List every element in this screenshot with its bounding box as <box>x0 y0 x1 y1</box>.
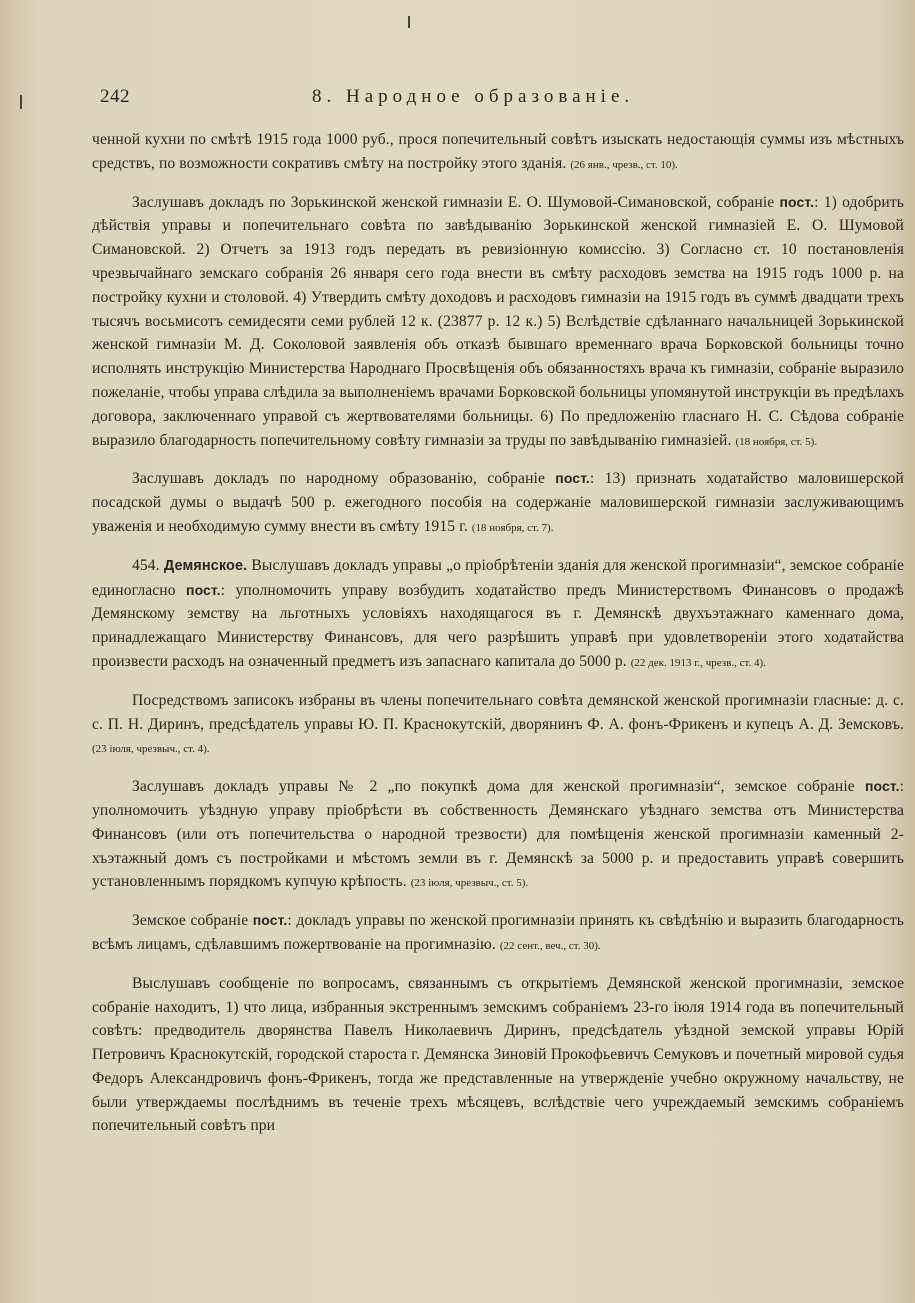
margin-mark-top <box>408 16 410 28</box>
source-reference: (22 сент., веч., ст. 30). <box>499 939 601 952</box>
resolution-mark: пост. <box>252 912 288 929</box>
page-number: 242 <box>100 86 130 107</box>
running-head: 8. Народное образованіе. <box>312 86 635 107</box>
source-reference: (23 іюля, чрезвыч., ст. 4). <box>92 743 210 756</box>
source-reference: (23 іюля, чрезвыч., ст. 5). <box>410 877 529 890</box>
paragraph-text: : 1) одобрить дѣйствія управы и попечительнаго совѣта по завѣдыванію Зорькинской женской гимназіей Е. О. Шумовой Симановской. 2) Отчетъ за 1913 годъ передать въ ревизіонную комиссію. 3) Согласно ст. 10 постановленія чрезвычайнаго земскаго собранія 26 января сего года внести въ смѣту расходовъ земства на 1915 годъ 1000 р. на постройку кухни и столовой. 4) Утвердить смѣту доходовъ и расходовъ гимназіи на 1915 годъ въ суммѣ двадцати трехъ тысячъ восьмисотъ семидесяти семи рублей 12 к. (23877 р. 12 к.) 5) Вслѣдствіе сдѣланнаго начальницей Зорькинской женской гимназіи М. Д. Соколовой заявленія объ отказѣ бывшаго временнаго врача Борковской больницы точно исполнять инструкцію Министерства Народнаго Просвѣщенія объ обязанностяхъ врача къ гимназіи, собраніе выразило пожеланіе, чтобы управа слѣдила за выполненіемъ врачами Борковской больницы упомянутой инструкціи въ предѣлахъ договора, заключеннаго управой съ жертвователями больницы. 6) По предложенію гласнаго Н. С. Сѣдова собраніе выразило благодарность попечительному совѣту гимназіи за труды по завѣдыванію гимназіей. <box>92 193 904 449</box>
source-reference: (18 ноября, ст. 7). <box>471 521 554 534</box>
page-header <box>100 86 765 112</box>
paragraph-text: Выслушавъ сообщеніе по вопросамъ, связаннымъ съ открытіемъ Демянской женской прогимназіи, земское собраніе находитъ, 1) что лица, избранныя экстреннымъ земскимъ собраніемъ 23-го іюля 1914 года въ попечительный совѣтъ: предводитель дворянства Павелъ Николаевичъ Диринъ, предсѣдатель уѣздной земской управы Юрій Петровичъ Краснокутскій, городской староста г. Демянска Зиновій Прокофьевичъ Семуковъ и почетный мировой судья Федоръ Александровичъ фонъ-Фрикенъ, тогда же представленные на утвержденіе учебно окружному начальству, не были утверждаемы послѣднимъ въ теченіе трехъ мѣсяцевъ, вслѣдствіе чего учреждаемый земскимъ собраніемъ попечительный совѣтъ при <box>92 974 904 1135</box>
paragraph-intro: Выслушавъ докладъ управы „о пріобрѣтеніи зданія для женской прогимназіи“, земское собраніе единогласно <box>92 556 905 599</box>
paragraph-text: Посредствомъ записокъ избраны въ члены попечительнаго совѣта демянской женской прогимназіи гласные: д. с. с. П. Н. Диринъ, предсѣдатель управы Ю. П. Краснокутскій, дворянинъ Ф. А. фонъ-Фрикенъ и купецъ А. Д. Земсковъ. <box>92 691 904 733</box>
paragraph-4 <box>92 554 904 676</box>
paragraph-intro: Заслушавъ докладъ по Зорькинской женской гимназіи Е. О. Шумовой-Симановской, собраніе <box>132 193 780 211</box>
resolution-mark: пост. <box>779 193 815 210</box>
section-place: Демянское. <box>163 557 248 574</box>
source-reference: (26 янв., чрезв., ст. 10). <box>570 158 678 171</box>
paragraph-8 <box>92 972 904 1139</box>
margin-mark-left <box>20 95 22 109</box>
resolution-mark: пост. <box>186 581 221 598</box>
paragraph-intro: Заслушавъ докладъ по народному образованію, собраніе <box>132 470 556 488</box>
paragraph-1 <box>92 128 904 178</box>
paragraph-text: : докладъ управы по женской прогимназіи принять къ свѣдѣнію и выразить благодарность всѣмъ лицамъ, сдѣлавшимъ пожертвованіе на прогимназію. <box>92 912 904 953</box>
paragraph-6 <box>92 775 904 896</box>
paragraph-intro: Заслушавъ докладъ управы № 2 „по покупкѣ дома для женской прогимназіи“, земское собраніе <box>132 778 865 796</box>
paragraph-7 <box>92 909 904 959</box>
paragraph-text: : 13) признать ходатайство маловишерской посадской думы о выдачѣ 500 р. ежегодного пособія на содержаніе маловишерской гимназіи заслуживающимъ уваженія и необходимую сумму внести въ смѣту 1915 г. <box>92 470 904 535</box>
paragraph-5 <box>92 689 904 762</box>
page-body <box>92 128 904 1151</box>
resolution-mark: пост. <box>555 470 590 487</box>
paragraph-2 <box>92 191 904 455</box>
paragraph-intro: Земское собраніе <box>132 912 253 930</box>
paragraph-text: : уполномочить управу возбудить ходатайство предъ Министерствомъ Финансовъ о продажѣ Демянскому земству на льготныхъ условіяхъ находящагося въ г. Демянскѣ двухъэтажнаго каменнаго дома, принадлежащаго Министерству Финансовъ, для чего разрѣшить управѣ при удовлетвореніи этого ходатайства произвести расходъ на означенный предметъ изъ запаснаго капитала до 5000 р. <box>92 581 904 670</box>
paragraph-text: : уполномочить уѣздную управу пріобрѣсти въ собственность Демянскаго уѣзднаго земства отъ Министерства Финансовъ (или отъ попечительства о народной трезвости) для помѣщенія женской прогимназіи каменный 2-хъэтажный домъ съ постройками и мѣстомъ земли въ г. Демянскѣ за 5000 р. и предоставить управѣ совершить установленнымъ порядкомъ купчую крѣпость. <box>92 778 904 891</box>
paragraph-3 <box>92 467 904 540</box>
section-number: 454. <box>132 556 160 574</box>
resolution-mark: пост. <box>864 778 900 795</box>
source-reference: (18 ноября, ст. 5). <box>735 435 818 448</box>
paragraph-text: ченной кухни по смѣтѣ 1915 года 1000 руб., прося попечительный совѣтъ изыскать недостающія суммы изъ мѣстныхъ средствъ, по возможности сокративъ смѣту на постройку этого зданія. <box>92 131 904 172</box>
source-reference: (22 дек. 1913 г., чрезв., ст. 4). <box>630 656 766 669</box>
